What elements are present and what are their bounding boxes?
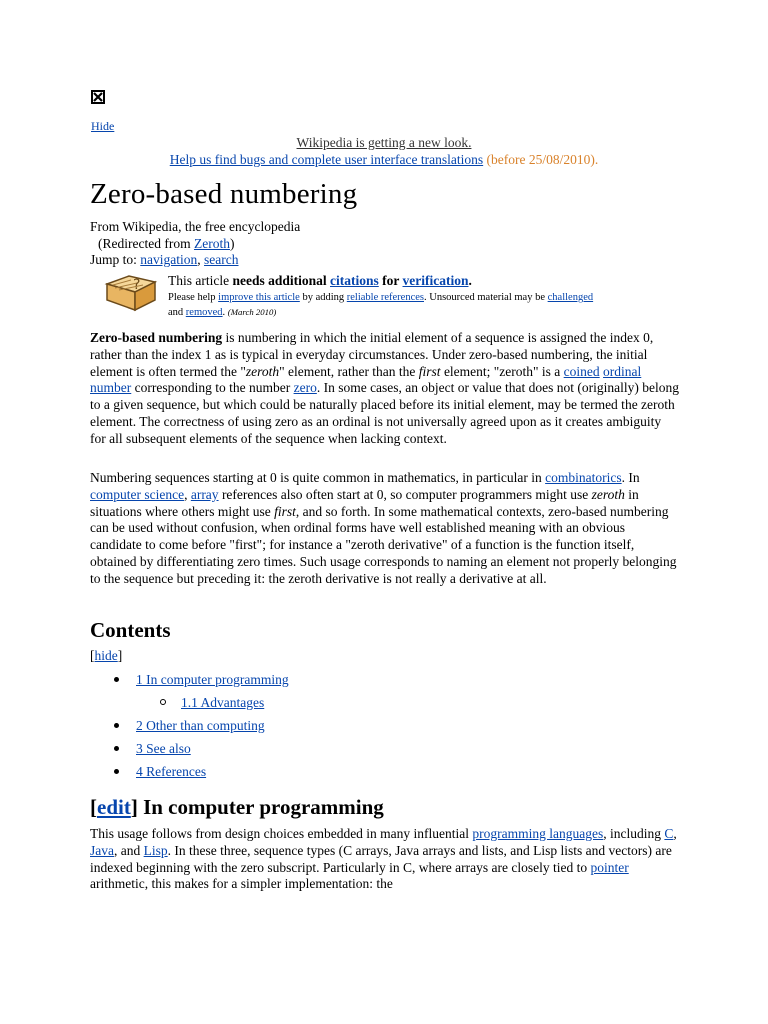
text: This usage follows from design choices embedded in many influential xyxy=(90,826,473,841)
jump-navigation-link[interactable]: navigation xyxy=(140,252,198,267)
bullet-icon xyxy=(114,723,119,728)
lisp-link[interactable]: Lisp xyxy=(143,842,168,858)
jump-separator: , xyxy=(197,252,205,267)
text: , including xyxy=(603,826,665,841)
challenged-link[interactable]: challenged xyxy=(547,292,594,303)
ambox-sub-text: . Unsourced material may be xyxy=(424,292,548,303)
c-link[interactable]: C xyxy=(664,826,674,841)
removed-link[interactable]: removed xyxy=(185,307,223,318)
intro-paragraph-2 xyxy=(90,470,680,588)
ambox-sub-text: . xyxy=(222,307,228,318)
toc-link-computer-programming[interactable]: 1 In computer programming xyxy=(136,672,289,687)
text: . In these three, sequence types (C arrays, Java arrays and lists, and Lisp lists and vectors) are indexed beginning with the zero subscript. Particularly in C, where arrays are closely tied to xyxy=(90,842,672,875)
ambox-period: . xyxy=(468,273,472,288)
combinatorics-link[interactable]: combinatorics xyxy=(545,470,622,485)
toc-link-advantages[interactable]: 1.1 Advantages xyxy=(181,695,265,710)
text: arithmetic, this makes for a simpler implementation: the xyxy=(90,876,393,892)
toc-link-other-than-computing[interactable]: 2 Other than computing xyxy=(136,718,265,733)
array-link[interactable]: array xyxy=(190,486,219,502)
jump-to xyxy=(90,252,300,269)
toc-item xyxy=(114,762,289,785)
citation-sub-text xyxy=(168,291,688,320)
text: references also often start at 0, so computer programmers might use xyxy=(218,486,592,502)
page-title: Zero-based numbering xyxy=(90,178,358,210)
text: , and xyxy=(114,842,144,858)
site-notice xyxy=(90,134,678,168)
ordinal-number-link[interactable]: ordinal number xyxy=(90,363,642,396)
text: corresponding to the number xyxy=(131,380,294,396)
bracket: ] xyxy=(130,795,144,819)
text: , xyxy=(184,486,191,502)
toc-link-references[interactable]: 4 References xyxy=(136,764,207,779)
svg-text:?: ? xyxy=(133,277,141,293)
bullet-icon xyxy=(114,746,119,751)
notice-new-look: Wikipedia is getting a new look. xyxy=(296,135,472,150)
text: . In xyxy=(621,470,640,485)
citations-link[interactable]: citations xyxy=(330,273,379,288)
ambox-date: (March 2010) xyxy=(227,307,277,317)
citation-notice xyxy=(103,270,693,322)
article-meta xyxy=(90,219,300,269)
intro-paragraph-1 xyxy=(90,330,680,448)
computer-science-link[interactable]: computer science xyxy=(90,486,185,502)
toc-item xyxy=(114,716,289,739)
italic-text: first xyxy=(418,363,441,379)
text: element; "zeroth" is a xyxy=(440,363,564,379)
bullet-icon xyxy=(114,677,119,682)
section-title: In computer programming xyxy=(143,795,384,819)
toc-toggle xyxy=(90,648,122,664)
hide-banner-link[interactable]: Hide xyxy=(91,119,115,133)
term-bold: Zero-based numbering xyxy=(90,330,223,345)
ambox-sub-text: Please help xyxy=(168,292,219,303)
notice-date: (before 25/08/2010). xyxy=(486,152,599,167)
section-edit-link[interactable]: edit xyxy=(97,795,131,819)
ambox-bold-for: for xyxy=(378,273,403,288)
programming-languages-link[interactable]: programming languages xyxy=(472,826,604,841)
redirect-link[interactable]: Zeroth xyxy=(193,235,230,251)
ambox-bold: needs additional xyxy=(232,273,331,288)
bracket: [ xyxy=(90,795,97,819)
toc-item xyxy=(114,739,289,762)
toc-heading: Contents xyxy=(90,618,171,642)
pointer-link[interactable]: pointer xyxy=(590,859,629,875)
toc-list xyxy=(114,670,289,785)
bracket: [ xyxy=(90,648,95,663)
toc-item xyxy=(114,670,289,693)
text: . In some cases, an object or value that does not (originally) belong to a given sequence, but which could be naturally placed before its initial element, may be termed the zeroth element. The correctness of using zero as an ordinal is not universally agreed upon as it creates ambiguity for all subsequent elements of the sequence when lacking context. xyxy=(90,380,679,446)
citation-main-text xyxy=(168,273,472,289)
coined-link[interactable]: coined xyxy=(563,363,600,379)
reliable-references-link[interactable]: reliable references xyxy=(346,292,424,303)
site-sub: From Wikipedia, the free encyclopedia xyxy=(90,219,301,234)
ambox-text: This article xyxy=(168,273,233,288)
bracket: ] xyxy=(117,648,123,663)
text: , xyxy=(673,826,677,841)
jump-search-link[interactable]: search xyxy=(204,252,239,267)
redirect-note xyxy=(90,236,300,253)
section-heading-computer-programming xyxy=(90,795,384,820)
book-icon xyxy=(103,270,159,314)
italic-text: zeroth xyxy=(245,363,280,379)
jump-label: Jump to: xyxy=(90,252,141,267)
toc-link-see-also[interactable]: 3 See also xyxy=(136,741,191,756)
text: in situations where others might use xyxy=(90,486,639,519)
notice-help-link[interactable]: Help us find bugs and complete user interface translations xyxy=(169,152,484,167)
close-banner-button[interactable] xyxy=(91,90,105,104)
toc-hide-link[interactable]: hide xyxy=(94,648,118,663)
text: " element, rather than the xyxy=(279,363,419,379)
ambox-sub-text: and xyxy=(168,307,186,318)
text: , and so forth. In some mathematical contexts, zero-based numbering can be used without confusion, when ordinal forms have well established meaning with an obvious candidate to come before "first"; for instance a "zeroth derivative" of a function is the function itself, obtained by differentiating zero times. Such usage corresponds to naming an element not properly belonging to the sequence but preceding it: the zeroth derivative is not really a derivative at all. xyxy=(90,503,677,586)
text: Numbering sequences starting at 0 is quite common in mathematics, in particular in xyxy=(90,470,546,485)
italic-text: zeroth xyxy=(591,486,625,502)
redirect-suffix: ) xyxy=(229,235,235,251)
text: is numbering in which the initial element of a sequence is assigned the index 0, rather than the index 1 as is typical in everyday circumstances. Under zero-based numbering, the initial element is often termed the " xyxy=(90,330,654,379)
close-icon xyxy=(93,92,103,102)
redirect-prefix: (Redirected from xyxy=(98,235,194,251)
programming-paragraph xyxy=(90,826,680,893)
toc-item xyxy=(114,693,289,716)
improve-article-link[interactable]: improve this article xyxy=(218,292,300,303)
java-link[interactable]: Java xyxy=(90,842,114,858)
ambox-sub-text: by adding xyxy=(299,292,347,303)
verification-link[interactable]: verification xyxy=(402,273,469,288)
circle-bullet-icon xyxy=(160,699,166,705)
italic-text: first xyxy=(274,503,296,519)
bullet-icon xyxy=(114,769,119,774)
zero-link[interactable]: zero xyxy=(293,380,317,396)
